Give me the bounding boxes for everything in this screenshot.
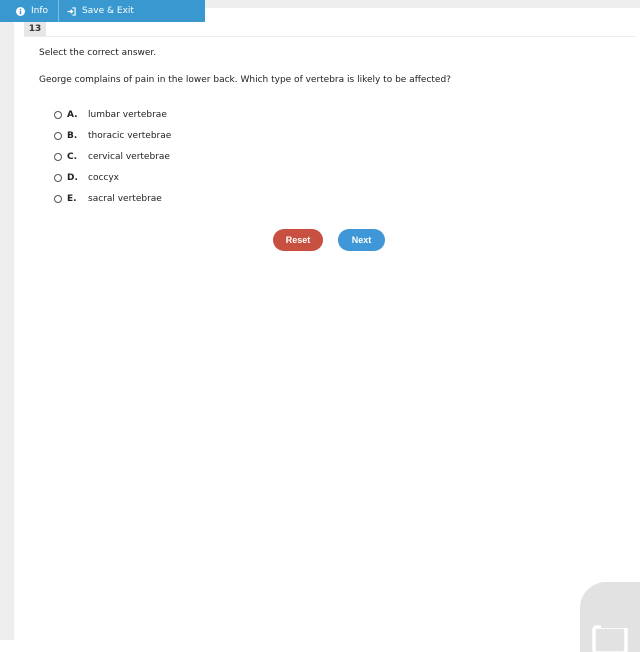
- choice-text: coccyx: [88, 172, 120, 183]
- radio-button[interactable]: [54, 153, 62, 161]
- choice-e[interactable]: [54, 188, 162, 209]
- radio-button[interactable]: [54, 132, 62, 140]
- choice-letter: C.: [67, 151, 78, 162]
- info-icon: [16, 7, 25, 16]
- choice-a[interactable]: [54, 104, 167, 125]
- left-margin-strip: [0, 0, 14, 640]
- toolbar: [0, 0, 205, 22]
- reset-button[interactable]: Reset: [273, 229, 323, 251]
- choice-letter: A.: [67, 109, 78, 120]
- answer-choices: [54, 104, 172, 209]
- info-label: Info: [31, 6, 49, 16]
- info-button[interactable]: [0, 0, 58, 22]
- divider: [24, 36, 636, 37]
- choice-letter: E.: [67, 193, 77, 204]
- save-exit-label: Save & Exit: [82, 6, 134, 16]
- next-button[interactable]: Next: [338, 229, 385, 251]
- choice-text: thoracic vertebrae: [88, 130, 172, 141]
- choice-d[interactable]: [54, 167, 120, 188]
- choice-text: sacral vertebrae: [88, 193, 162, 204]
- save-exit-button[interactable]: [58, 0, 144, 22]
- choice-b[interactable]: [54, 125, 172, 146]
- expand-icon: [591, 622, 631, 652]
- choice-letter: B.: [67, 130, 78, 141]
- question-prompt: George complains of pain in the lower back. Which type of vertebra is likely to be affected?: [39, 75, 451, 85]
- radio-button[interactable]: [54, 195, 62, 203]
- choice-text: cervical vertebrae: [88, 151, 170, 162]
- choice-text: lumbar vertebrae: [88, 109, 167, 120]
- instruction-text: Select the correct answer.: [39, 48, 157, 58]
- choice-c[interactable]: [54, 146, 170, 167]
- sign-in-icon: [67, 7, 76, 16]
- radio-button[interactable]: [54, 174, 62, 182]
- radio-button[interactable]: [54, 111, 62, 119]
- choice-letter: D.: [67, 172, 78, 183]
- question-number: 13: [24, 22, 46, 36]
